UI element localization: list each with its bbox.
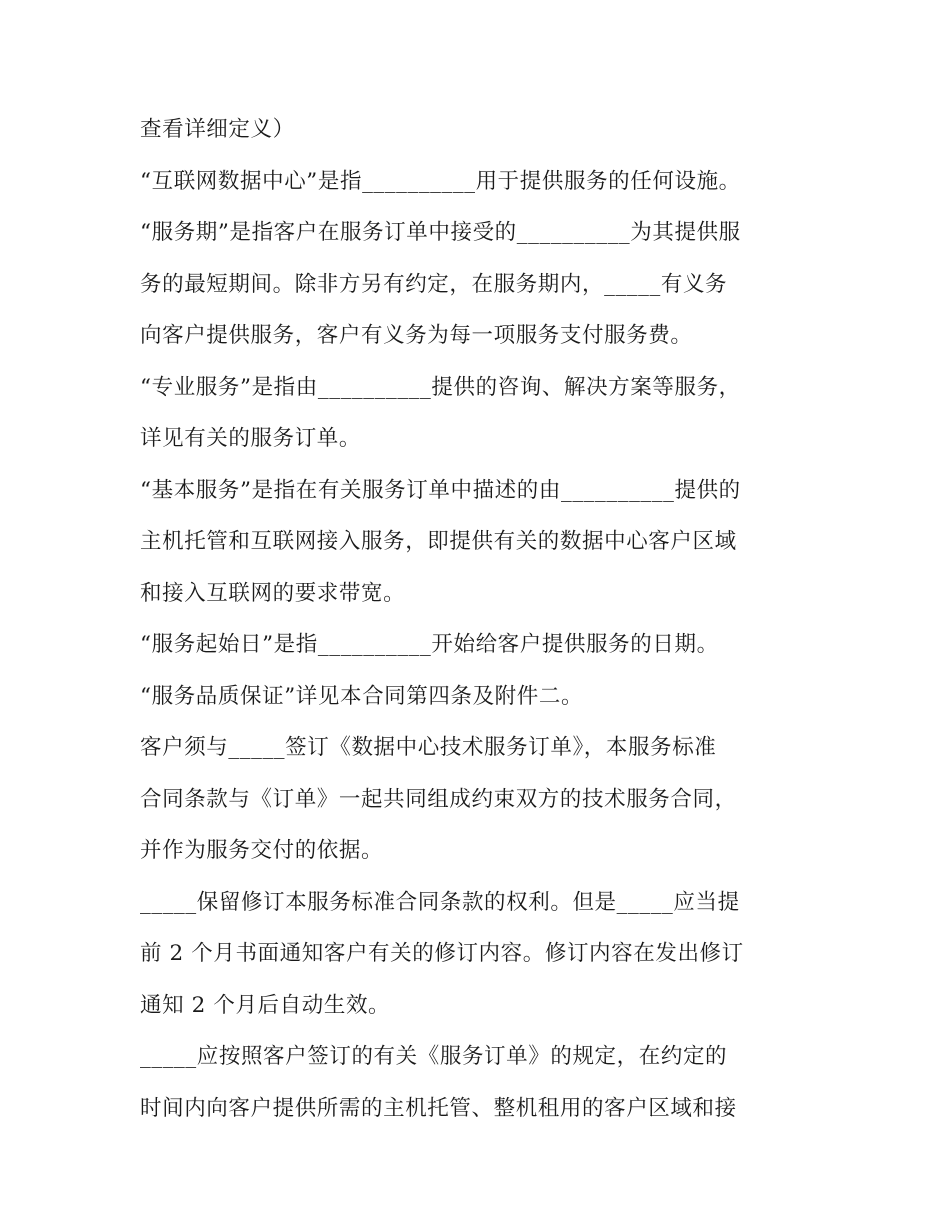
text-line: 时间内向客户提供所需的主机托管、整机租用的客户区域和接 bbox=[140, 1095, 737, 1121]
text-line: 前 2 个月书面通知客户有关的修订内容。修订内容在发出修订 bbox=[140, 941, 744, 966]
text-line: 务的最短期间。除非方另有约定，在服务期内，_____有义务 bbox=[140, 271, 728, 297]
text-line: _____保留修订本服务标准合同条款的权利。但是_____应当提 bbox=[140, 889, 740, 915]
text-line: 主机托管和互联网接入服务，即提供有关的数据中心客户区域 bbox=[140, 529, 737, 554]
text-line: “专业服务”是指由__________提供的咨询、解决方案等服务， bbox=[140, 374, 741, 400]
text-line: 和接入互联网的要求带宽。 bbox=[140, 580, 406, 606]
text-line: 合同条款与《订单》一起共同组成约束双方的技术服务合同， bbox=[140, 786, 737, 812]
text-line: 向客户提供服务，客户有义务为每一项服务支付服务费。 bbox=[140, 323, 693, 348]
text-line: _____应按照客户签订的有关《服务订单》的规定，在约定的 bbox=[140, 1044, 728, 1069]
text-line: 详见有关的服务订单。 bbox=[140, 426, 362, 451]
text-line: “基本服务”是指在有关服务订单中描述的由__________提供的 bbox=[140, 477, 741, 503]
text-line: 通知 2 个月后自动生效。 bbox=[140, 992, 391, 1018]
text-line: 客户须与_____签订《数据中心技术服务订单》，本服务标准 bbox=[140, 735, 717, 760]
text-line: “服务期”是指客户在服务订单中接受的__________为其提供服 bbox=[140, 220, 741, 245]
contract-text bbox=[140, 108, 830, 1138]
text-line: 并作为服务交付的依据。 bbox=[140, 838, 384, 863]
text-line: “服务起始日”是指__________开始给客户提供服务的日期。 bbox=[140, 632, 719, 657]
text-line: “服务品质保证”详见本合同第四条及附件二。 bbox=[140, 683, 584, 709]
text-line: 查看详细定义） bbox=[140, 117, 295, 142]
text-line: “互联网数据中心”是指__________用于提供服务的任何设施。 bbox=[140, 168, 741, 194]
